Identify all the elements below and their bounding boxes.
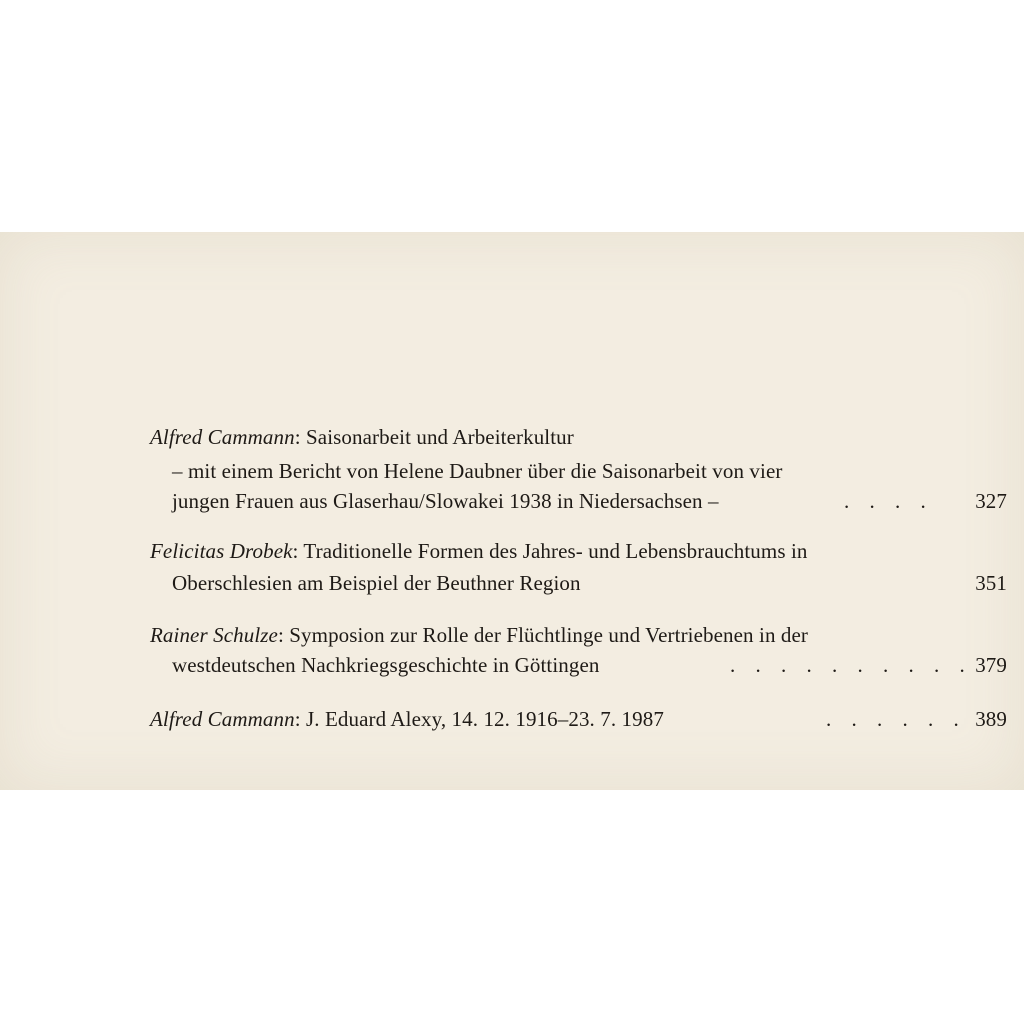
page-number: 389: [975, 707, 1007, 731]
entry-subtitle-line: jungen Frauen aus Glaserhau/Slowakei 1938 in Niedersachsen –: [172, 489, 719, 513]
entry-author: Felicitas Drobek: [150, 539, 293, 563]
entry-title: : Symposion zur Rolle der Flüchtlinge und Vertriebenen in der: [277, 623, 809, 647]
page-number: 327: [975, 489, 1007, 513]
page-number: 379: [975, 653, 1007, 677]
entry-title: : J. Eduard Alexy, 14. 12. 1916–23. 7. 1987: [294, 707, 664, 731]
page-number: 351: [975, 571, 1007, 595]
dot-leader: . . . . . .: [826, 707, 967, 731]
entry-title: : Traditionelle Formen des Jahres- und Lebensbrauchtums in: [292, 539, 808, 563]
entry-author: Rainer Schulze: [150, 623, 278, 647]
entry-author: Alfred Cammann: [150, 707, 295, 731]
toc-entry-1-heading: [150, 424, 574, 450]
dot-leader: . . . . . . . . . .: [730, 653, 973, 677]
entry-subtitle-line: Oberschlesien am Beispiel der Beuthner Region: [172, 571, 581, 595]
toc-entry-3-heading: [150, 622, 808, 648]
entry-subtitle-line: – mit einem Bericht von Helene Daubner über die Saisonarbeit von vier: [172, 459, 783, 483]
entry-title: : Saisonarbeit und Arbeiterkultur: [294, 425, 574, 449]
entry-author: Alfred Cammann: [150, 425, 295, 449]
table-of-contents: [0, 232, 1024, 790]
toc-entry-2-heading: [150, 538, 808, 564]
dot-leader: . . . .: [844, 489, 934, 513]
toc-entry-4-heading: [150, 706, 664, 732]
book-page: [0, 232, 1024, 790]
entry-subtitle-line: westdeutschen Nachkriegsgeschichte in Göttingen: [172, 653, 600, 677]
